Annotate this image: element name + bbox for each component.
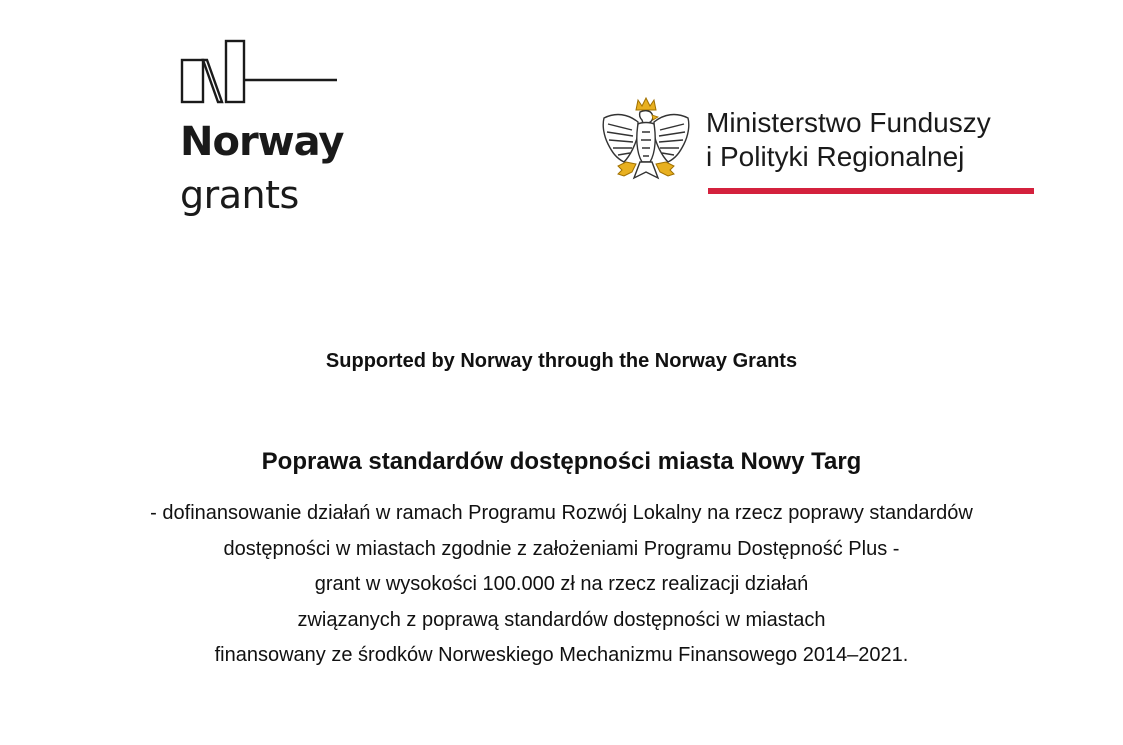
description-line: dostępności w miastach zgodnie z założeniami Programu Dostępność Plus - bbox=[223, 537, 900, 560]
ministry-red-underline bbox=[708, 188, 1034, 194]
white-eagle-emblem-icon bbox=[598, 96, 694, 196]
description-line: - dofinansowanie działań w ramach Programu Rozwój Lokalny na rzecz poprawy standardów bbox=[150, 502, 973, 524]
norway-grants-mark-icon bbox=[178, 38, 340, 108]
description-line: związanych z poprawą standardów dostępności w miastach bbox=[297, 608, 826, 631]
project-description bbox=[0, 496, 1123, 674]
project-title: Poprawa standardów dostępności miasta Nowy Targ bbox=[261, 448, 862, 475]
ministry-name bbox=[706, 106, 991, 174]
ministry-name-line-1: Ministerstwo Funduszy bbox=[706, 107, 991, 138]
ministry-logo bbox=[598, 96, 1038, 200]
supported-by-text: Supported by Norway through the Norway Grants bbox=[325, 350, 798, 372]
crown-icon bbox=[636, 98, 656, 110]
description-line: finansowany ze środków Norweskiego Mechanizmu Finansowego 2014–2021. bbox=[214, 644, 909, 666]
norway-word: Norway bbox=[180, 119, 344, 165]
norway-grants-logo bbox=[178, 38, 348, 223]
grants-word: grants bbox=[180, 173, 299, 217]
ministry-name-line-2: i Polityki Regionalnej bbox=[706, 141, 965, 172]
description-line: grant w wysokości 100.000 zł na rzecz realizacji działań bbox=[314, 573, 809, 595]
